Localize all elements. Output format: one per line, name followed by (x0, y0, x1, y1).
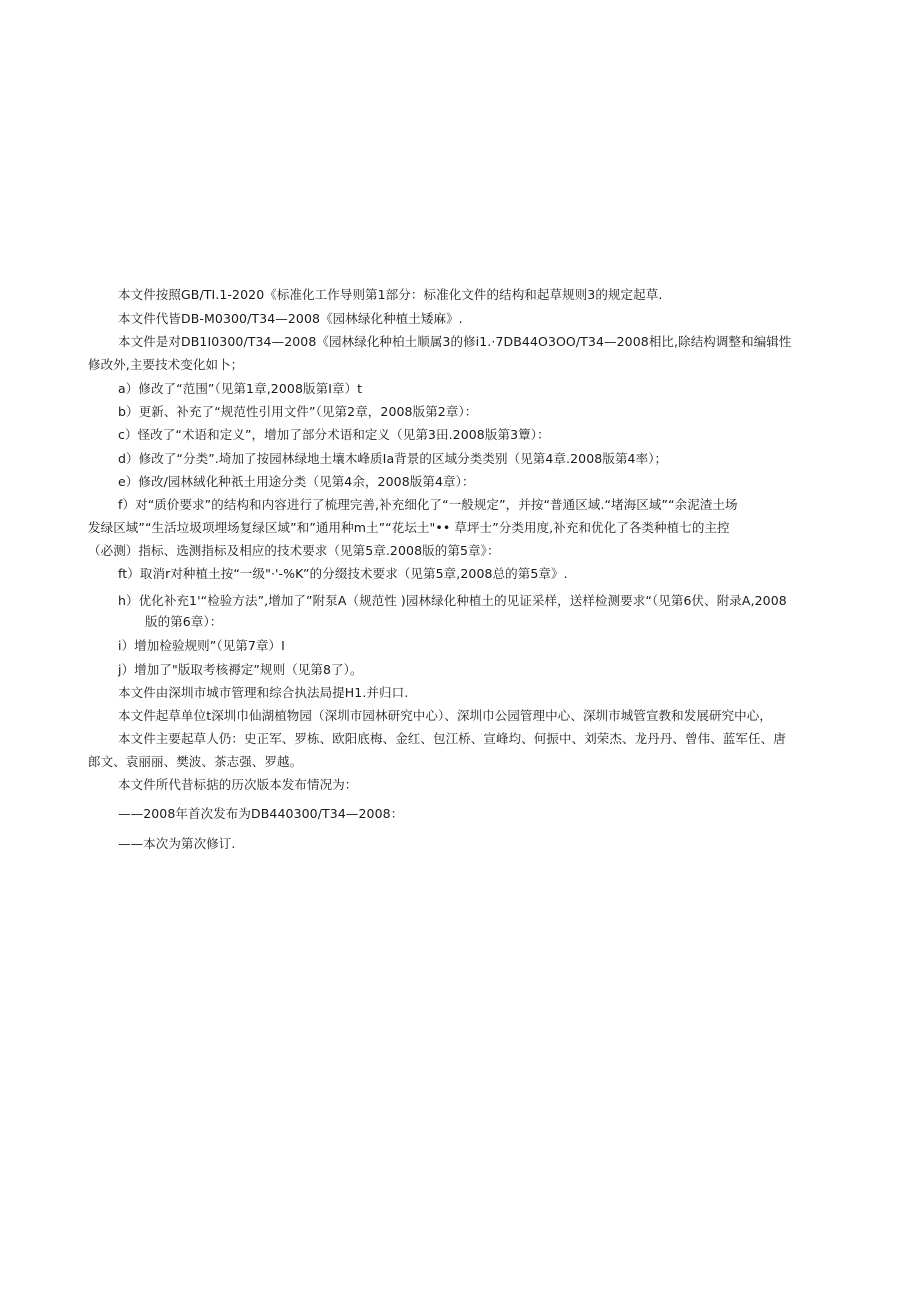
change-item-j: j）增加了"版取考核褥定”规则（见第8了）。 (118, 662, 363, 677)
change-item-f-line-3: （必测）指标、选测指标及相应的技术要求（见第5章.2008版的第5章》： (88, 543, 500, 558)
change-item-e: e）修改/园林絨化种祇土用途分类（见第4余，2008版第4章）： (118, 474, 475, 489)
compare-paragraph-line-2: 修改外,主要技术变化如卜； (88, 357, 244, 372)
compare-paragraph-line-1: 本文件是对DB1I0300/T34—2008《园林绿化种柏土顺属3的修i1.·7DB44O3OO/T34—2008相比,除结构调整和编辑性 (118, 334, 792, 349)
change-item-d: d）修改了“分类”.埼加了按园林绿地土壤木峰质Ia背景的区域分类类别（见第4章.2008版第4率）； (118, 451, 668, 466)
history-paragraph: 本文件所代昔标掂的历次版本发布情况为： (118, 777, 358, 792)
basis-paragraph: 本文件按照GB/TI.1-2020《标准化工作导则第1部分：标准化文件的结构和起草规则3的规定起草. (118, 287, 663, 302)
drafters-paragraph-line-2: 郎文、袁丽丽、樊波、茶志强、罗越。 (88, 754, 303, 769)
change-item-h-line-1: h）优化补充1'“检验方法”,增加了”附泵A（规范性 )园林绿化种植土的见证采样，送样检测要求“（见第6伏、附录A,2008 (118, 593, 787, 608)
change-item-i: i）增加检验规则”（见第7章）I (118, 638, 285, 653)
change-item-h-line-2: 版的第6章）： (145, 614, 223, 629)
change-item-f-line-2: 发绿区域”“生活垃圾项埋场复绿区域”和”通用种m土”“花坛土"•• 草坪士”分类用度,补充和优化了各类种植七的主控 (88, 520, 730, 535)
drafting-units-paragraph: 本文件起草单位t深圳巾仙湖植物园（深圳市园林研究中心）、深圳巾公园管理中心、深圳市城管宣教和发展研究中心， (118, 708, 772, 723)
change-item-a: a）修改了“范围”（见第1章,2008版第I章）t (118, 381, 363, 396)
change-item-f-line-1: f）对“质价要求”的结构和内容进行了梳理完善,补充细化了“一般规定”，并按“普通区域.“堵海区域”“余泥渣土场 (118, 497, 738, 512)
history-item-2: ——本次为第次修订. (118, 836, 236, 851)
replace-paragraph: 本文件代皆DB-M0300/T34—2008《园林绿化种植土矮麻》. (118, 311, 463, 326)
change-item-c: c）怪改了“术语和定义”，增加了部分术语和定义（见第3田.2008版第3簟）： (118, 427, 550, 442)
change-item-b: b）更新、补充了“规范性引用文件”（见第2章，2008版第2章）： (118, 404, 478, 419)
drafters-paragraph-line-1: 本文件主要起草人仍：史正军、罗栋、欧阳底梅、金红、包江桥、宣峰均、何振中、刘荣杰、龙丹丹、曾伟、蓝军任、唐 (118, 731, 786, 746)
history-item-1: ——2008年首次发布为DB440300/T34—2008： (118, 806, 404, 821)
proposer-paragraph: 本文件由深圳市城市管理和综合执法局提H1.并归口. (118, 685, 409, 700)
change-item-g: ft）取消r对种植土按“一级"·'-%K”的分缀技术要求（见第5章,2008总的第5章》. (118, 566, 568, 581)
